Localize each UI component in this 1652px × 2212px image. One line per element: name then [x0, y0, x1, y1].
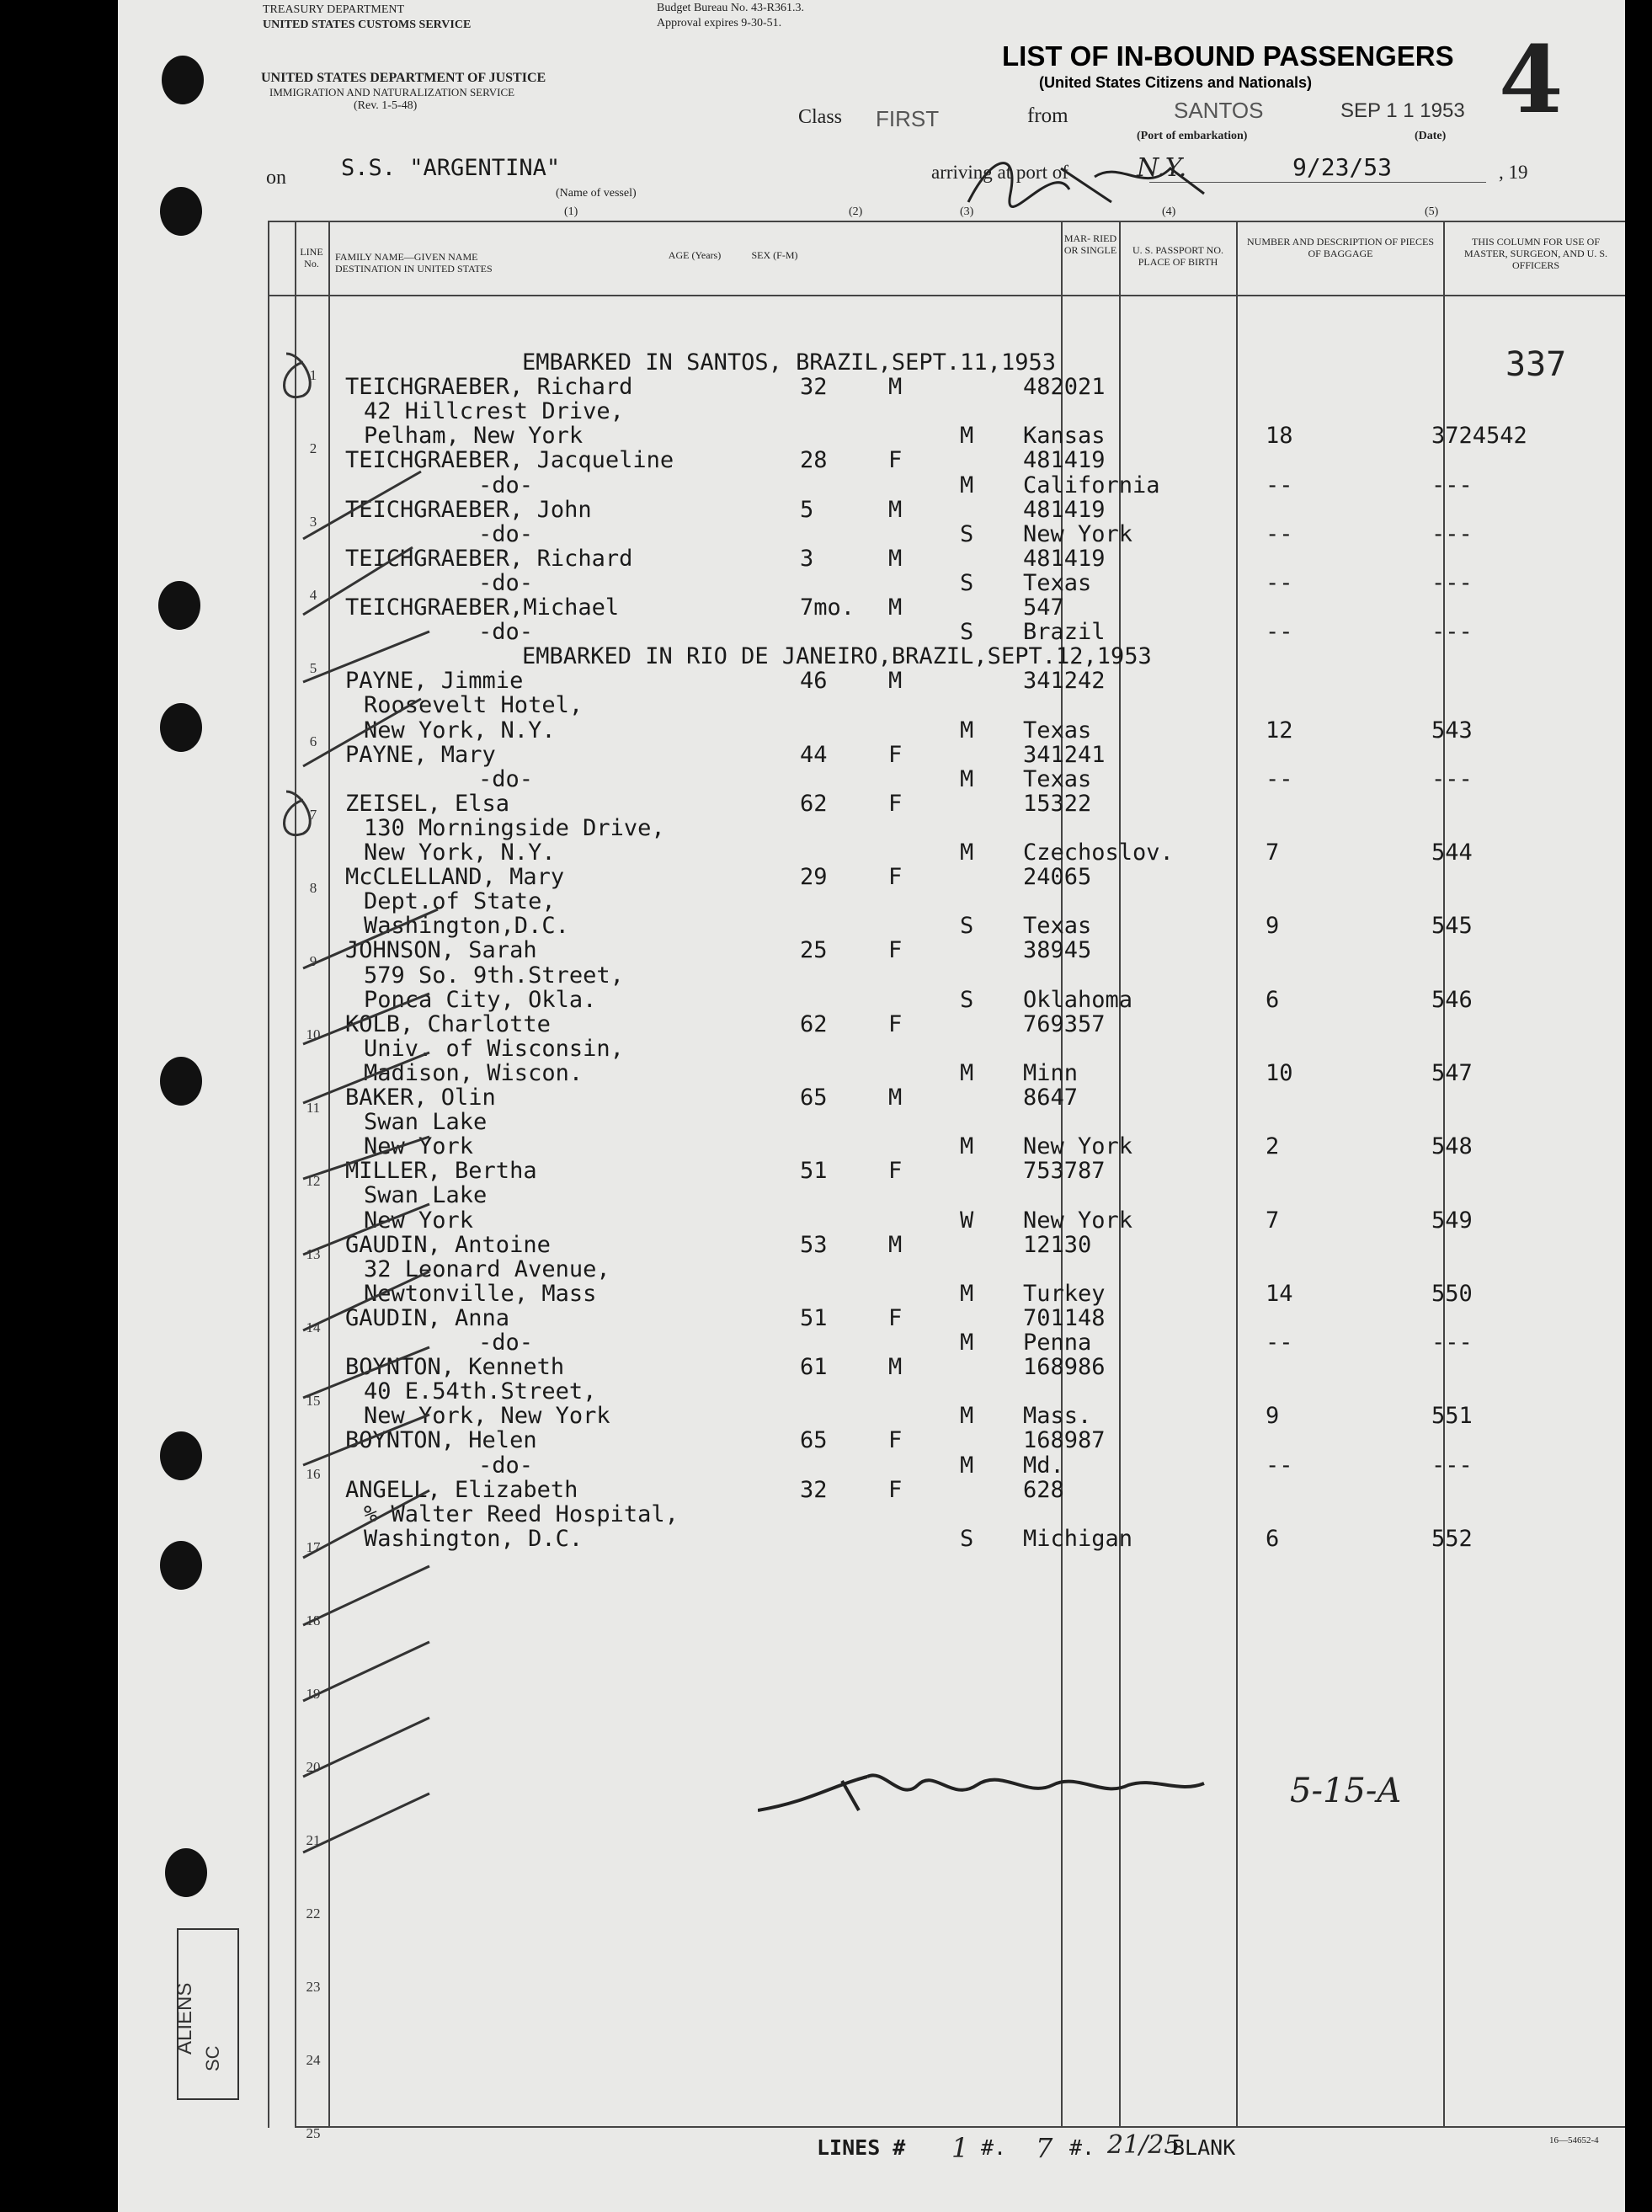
table-top-rule [268, 221, 1625, 222]
arrival-date: 9/23/53 [1292, 153, 1393, 181]
passenger-sex: F [888, 1476, 903, 1503]
officer-number: --- [1431, 569, 1473, 596]
footer-lines-label: LINES # [817, 2135, 906, 2160]
baggage-count: 9 [1266, 1403, 1280, 1430]
passenger-name: TEICHGRAEBER,Michael [345, 594, 620, 621]
baggage-count: 9 [1266, 913, 1280, 940]
arrival-port: N.Y. [1137, 153, 1187, 183]
vessel-name: S.S. "ARGENTINA" [341, 155, 561, 181]
passport-or-birthplace: Texas [1023, 913, 1092, 940]
officer-number: --- [1431, 1452, 1473, 1479]
passport-or-birthplace: 701148 [1023, 1304, 1106, 1331]
passport-or-birthplace: Oklahoma [1023, 986, 1133, 1013]
passenger-list-sheet [118, 0, 1625, 2212]
col-married: MAR- RIED OR SINGLE [1063, 232, 1117, 256]
col-baggage: NUMBER AND DESCRIPTION OF PIECES OF BAGGAGE [1246, 236, 1435, 259]
passenger-sex: M [888, 496, 903, 523]
line-number: 23 [306, 1979, 321, 1995]
officer-number: 548 [1431, 1133, 1473, 1160]
passport-or-birthplace: New York [1023, 520, 1133, 547]
binder-hole [165, 1848, 207, 1897]
officer-number: --- [1431, 765, 1473, 792]
footer-hash-2: #. [981, 2135, 1007, 2160]
passenger-age: 32 [800, 374, 828, 401]
marital-status: M [960, 1280, 974, 1307]
passport-or-birthplace: Mass. [1023, 1403, 1092, 1430]
line-number: 13 [306, 1246, 321, 1262]
baggage-count: 6 [1266, 1525, 1280, 1552]
passenger-name: Washington, D.C. [364, 1525, 584, 1552]
passenger-name: Newtonville, Mass [364, 1280, 597, 1307]
budget-line-2: Approval expires 9-30-51. [657, 17, 782, 29]
passenger-name: TEICHGRAEBER, Richard [345, 545, 633, 572]
baggage-count: 18 [1266, 423, 1293, 450]
baggage-count: -- [1266, 1452, 1293, 1479]
table-header-rule [268, 295, 1625, 296]
passport-or-birthplace: Turkey [1023, 1280, 1106, 1307]
binder-hole [160, 187, 202, 236]
passenger-name: Univ. of Wisconsin, [364, 1035, 624, 1062]
marital-status: M [960, 1403, 974, 1430]
footer-hash-3: #. [1069, 2135, 1095, 2160]
passenger-name: Ponca City, Okla. [364, 986, 597, 1013]
passenger-name: Swan Lake [364, 1182, 488, 1209]
line-number: 3 [309, 514, 317, 530]
marital-status: M [960, 1452, 974, 1479]
justice-line: UNITED STATES DEPARTMENT OF JUSTICE [261, 71, 546, 85]
passenger-age: 46 [800, 668, 828, 695]
officer-number: --- [1431, 472, 1473, 498]
passenger-name: BAKER, Olin [345, 1085, 496, 1111]
col-passport: U. S. PASSPORT NO. PLACE OF BIRTH [1132, 244, 1223, 268]
officer-number: 543 [1431, 717, 1473, 744]
baggage-count: 2 [1266, 1133, 1280, 1160]
marital-status: M [960, 717, 974, 744]
baggage-count: -- [1266, 1330, 1293, 1356]
passport-or-birthplace: 341241 [1023, 741, 1106, 768]
colnum-5: (5) [1425, 205, 1439, 218]
passenger-name: TEICHGRAEBER, Jacqueline [345, 447, 674, 474]
passport-or-birthplace: Penna [1023, 1330, 1092, 1356]
passenger-name: 32 Leonard Avenue, [364, 1255, 610, 1282]
col-sex: SEX (F-M) [751, 249, 798, 261]
passenger-name: PAYNE, Mary [345, 741, 496, 768]
passenger-name: GAUDIN, Antoine [345, 1231, 551, 1258]
binder-hole [160, 1057, 202, 1106]
officer-number: 551 [1431, 1403, 1473, 1430]
passenger-name: New York [364, 1133, 474, 1160]
passenger-sex: M [888, 668, 903, 695]
marital-status: M [960, 839, 974, 866]
marital-status: S [960, 1525, 974, 1552]
passenger-sex: F [888, 1304, 903, 1331]
passenger-name: TEICHGRAEBER, John [345, 496, 592, 523]
passport-or-birthplace: Michigan [1023, 1525, 1133, 1552]
passenger-name: New York, N.Y. [364, 717, 556, 744]
officer-number: --- [1431, 1330, 1473, 1356]
passenger-name: Swan Lake [364, 1109, 488, 1136]
officer-signature [758, 1751, 1532, 1827]
passenger-name: Dept.of State, [364, 888, 556, 915]
passenger-age: 3 [800, 545, 814, 572]
ins-line: IMMIGRATION AND NATURALIZATION SERVICE [269, 86, 515, 99]
rev-line: (Rev. 1-5-48) [354, 99, 418, 112]
passenger-sex: M [888, 545, 903, 572]
passenger-age: 62 [800, 790, 828, 817]
passport-or-birthplace: Czechoslov. [1023, 839, 1174, 866]
line-number: 7 [309, 807, 317, 823]
passenger-name: MILLER, Bertha [345, 1158, 537, 1185]
baggage-col-rule [1236, 221, 1238, 2128]
passenger-sex: M [888, 374, 903, 401]
colnum-3: (3) [960, 205, 974, 218]
passenger-name: -do- [478, 765, 534, 792]
budget-line-1: Budget Bureau No. 43-R361.3. [657, 2, 804, 14]
passenger-age: 25 [800, 937, 828, 964]
passport-or-birthplace: 8647 [1023, 1085, 1079, 1111]
colnum-2: (2) [849, 205, 863, 218]
line-number: 25 [306, 2125, 321, 2141]
footer-line-2: 7 [1036, 2132, 1053, 2164]
baggage-count: 7 [1266, 839, 1280, 866]
passenger-name: New York [364, 1207, 474, 1234]
passenger-sex: M [888, 1354, 903, 1381]
baggage-count: -- [1266, 569, 1293, 596]
passport-col-rule [1119, 221, 1121, 2128]
count-337: 337 [1505, 345, 1567, 384]
binder-hole [158, 581, 200, 630]
line-number: 17 [306, 1539, 321, 1555]
passenger-sex: F [888, 1010, 903, 1037]
baggage-count: 12 [1266, 717, 1293, 744]
passenger-age: 5 [800, 496, 814, 523]
passport-or-birthplace: Minn [1023, 1059, 1079, 1086]
passport-or-birthplace: New York [1023, 1133, 1133, 1160]
line-number: 22 [306, 1906, 321, 1922]
baggage-count: 14 [1266, 1280, 1293, 1307]
binder-hole [160, 1431, 202, 1480]
passenger-name: PAYNE, Jimmie [345, 668, 524, 695]
passenger-name: TEICHGRAEBER, Richard [345, 374, 633, 401]
passport-or-birthplace: 769357 [1023, 1010, 1106, 1037]
passenger-name: GAUDIN, Anna [345, 1304, 510, 1331]
passenger-age: 44 [800, 741, 828, 768]
line-number: 9 [309, 953, 317, 969]
passport-or-birthplace: 482021 [1023, 374, 1106, 401]
passport-or-birthplace: New York [1023, 1207, 1133, 1234]
passport-or-birthplace: Texas [1023, 717, 1092, 744]
footer-line-3: 21/25 [1107, 2130, 1180, 2160]
officer-number: 550 [1431, 1280, 1473, 1307]
footer-line-1: 1 [951, 2132, 969, 2164]
passenger-name: Roosevelt Hotel, [364, 692, 584, 719]
binder-hole [160, 1541, 202, 1590]
vessel-caption: (Name of vessel) [556, 187, 637, 200]
passenger-age: 32 [800, 1476, 828, 1503]
col-destination: DESTINATION IN UNITED STATES [335, 263, 493, 275]
passport-or-birthplace: California [1023, 472, 1160, 498]
page-number: 4 [1499, 25, 1564, 134]
passport-or-birthplace: 168987 [1023, 1427, 1106, 1454]
passport-or-birthplace: 481419 [1023, 447, 1106, 474]
line-number: 18 [306, 1612, 321, 1628]
passenger-sex: F [888, 447, 903, 474]
marital-status: W [960, 1207, 974, 1234]
colnum-4: (4) [1162, 205, 1176, 218]
port-embarkation: SANTOS [1174, 98, 1264, 123]
passport-or-birthplace: Md. [1023, 1452, 1064, 1479]
passport-or-birthplace: 481419 [1023, 545, 1106, 572]
passenger-name: -do- [478, 520, 534, 547]
passenger-name: BOYNTON, Kenneth [345, 1354, 565, 1381]
line-number: 19 [306, 1686, 321, 1702]
side-stamp: ALIENS [173, 1982, 196, 2055]
baggage-count: -- [1266, 472, 1293, 498]
passenger-age: 65 [800, 1427, 828, 1454]
line-number: 1 [309, 367, 317, 383]
passport-or-birthplace: Texas [1023, 765, 1092, 792]
officer-number: 545 [1431, 913, 1473, 940]
officers-col-rule [1443, 221, 1445, 2128]
from-label: from [1027, 104, 1068, 127]
binder-hole [162, 56, 204, 104]
port-caption: (Port of embarkation) [1137, 130, 1248, 142]
passenger-name: EMBARKED IN RIO DE JANEIRO,BRAZIL,SEPT.12,1953 [522, 643, 1152, 670]
passenger-name: BOYNTON, Helen [345, 1427, 537, 1454]
officer-number: 552 [1431, 1525, 1473, 1552]
class-label: Class [798, 106, 843, 128]
passport-or-birthplace: 38945 [1023, 937, 1092, 964]
marital-status: M [960, 1133, 974, 1160]
colnum-1: (1) [564, 205, 578, 218]
line-number: 16 [306, 1466, 321, 1482]
check-marks [269, 328, 472, 2097]
officer-number: 547 [1431, 1059, 1473, 1086]
baggage-count: 10 [1266, 1059, 1293, 1086]
date-caption: (Date) [1415, 130, 1447, 142]
marital-status: M [960, 765, 974, 792]
page-title: LIST OF IN-BOUND PASSENGERS [1002, 40, 1454, 72]
passport-or-birthplace: 628 [1023, 1476, 1064, 1503]
col-name: FAMILY NAME—GIVEN NAME [335, 251, 478, 263]
passenger-name: EMBARKED IN SANTOS, BRAZIL,SEPT.11,1953 [522, 349, 1056, 376]
passenger-age: 29 [800, 864, 828, 891]
passenger-name: -do- [478, 1330, 534, 1356]
passenger-name: ANGELL, Elizabeth [345, 1476, 578, 1503]
passenger-sex: M [888, 1085, 903, 1111]
year-label: , 19 [1499, 162, 1528, 183]
passenger-age: 65 [800, 1085, 828, 1111]
class-value: FIRST [876, 106, 940, 131]
passenger-name: Madison, Wiscon. [364, 1059, 584, 1086]
line-number: 11 [306, 1100, 321, 1116]
passenger-age: 28 [800, 447, 828, 474]
passenger-sex: M [888, 594, 903, 621]
passenger-sex: F [888, 1427, 903, 1454]
passport-or-birthplace: 481419 [1023, 496, 1106, 523]
officer-number: --- [1431, 520, 1473, 547]
line-number: 24 [306, 2052, 321, 2068]
marital-status: S [960, 619, 974, 646]
passenger-name: 42 Hillcrest Drive, [364, 398, 624, 425]
arrival-signature [960, 143, 1212, 219]
passenger-age: 7mo. [800, 594, 855, 621]
baggage-count: 7 [1266, 1207, 1280, 1234]
baggage-count: 6 [1266, 986, 1280, 1013]
col-line-no: LINE No. [300, 246, 323, 269]
passenger-name: 579 So. 9th.Street, [364, 962, 624, 989]
line-number: 12 [306, 1173, 321, 1189]
passport-or-birthplace: 168986 [1023, 1354, 1106, 1381]
table-bottom-rule [295, 2126, 1625, 2128]
passenger-age: 62 [800, 1010, 828, 1037]
line-number: 6 [309, 733, 317, 749]
line-number: 21 [306, 1832, 321, 1848]
passenger-name: Pelham, New York [364, 423, 584, 450]
marital-status: S [960, 569, 974, 596]
passenger-age: 53 [800, 1231, 828, 1258]
passenger-name: New York, New York [364, 1403, 610, 1430]
passenger-sex: F [888, 1158, 903, 1185]
officer-number: 549 [1431, 1207, 1473, 1234]
passenger-age: 51 [800, 1158, 828, 1185]
col-officers: THIS COLUMN FOR USE OF MASTER, SURGEON, AND U. S. OFFICERS [1463, 236, 1608, 271]
baggage-count: -- [1266, 765, 1293, 792]
passport-or-birthplace: Kansas [1023, 423, 1106, 450]
line-number: 4 [309, 587, 317, 603]
passenger-name: -do- [478, 569, 534, 596]
passenger-sex: F [888, 790, 903, 817]
passport-or-birthplace: 341242 [1023, 668, 1106, 695]
passenger-name: KOLB, Charlotte [345, 1010, 551, 1037]
passenger-name: % Walter Reed Hospital, [364, 1500, 679, 1527]
line-number: 5 [309, 660, 317, 676]
passenger-name: Washington,D.C. [364, 913, 569, 940]
passenger-age: 61 [800, 1354, 828, 1381]
passport-or-birthplace: 753787 [1023, 1158, 1106, 1185]
passenger-sex: F [888, 741, 903, 768]
form-number: 16—54652-4 [1549, 2135, 1599, 2145]
officer-number: 546 [1431, 986, 1473, 1013]
line-number: 8 [309, 880, 317, 896]
passenger-name: McCLELLAND, Mary [345, 864, 565, 891]
arriving-label: arriving at port of [931, 162, 1068, 183]
on-label: on [266, 167, 286, 189]
marital-status: S [960, 986, 974, 1013]
page-subtitle: (United States Citizens and Nationals) [1039, 74, 1313, 91]
passport-or-birthplace: 12130 [1023, 1231, 1092, 1258]
officer-number: --- [1431, 619, 1473, 646]
officer-number: 544 [1431, 839, 1473, 866]
passenger-name: ZEISEL, Elsa [345, 790, 510, 817]
passenger-name: -do- [478, 472, 534, 498]
passport-or-birthplace: 547 [1023, 594, 1064, 621]
passenger-name: 130 Morningside Drive, [364, 814, 665, 841]
passenger-name: 40 E.54th.Street, [364, 1378, 597, 1405]
side-stamp-2: SC [202, 2045, 223, 2071]
marital-status: S [960, 913, 974, 940]
col-age: AGE (Years) [668, 249, 722, 261]
passenger-name: -do- [478, 619, 534, 646]
date-stamp: SEP 1 1 1953 [1340, 99, 1465, 122]
marital-status: M [960, 1330, 974, 1356]
passport-or-birthplace: 24065 [1023, 864, 1092, 891]
passenger-name: New York, N.Y. [364, 839, 556, 866]
passenger-sex: F [888, 937, 903, 964]
line-number: 2 [309, 440, 317, 456]
baggage-count: -- [1266, 520, 1293, 547]
passenger-sex: F [888, 864, 903, 891]
passport-or-birthplace: 15322 [1023, 790, 1092, 817]
footer-blank: BLANK [1172, 2135, 1236, 2160]
line-number: 10 [306, 1026, 321, 1042]
line-number: 14 [306, 1319, 321, 1335]
passenger-sex: M [888, 1231, 903, 1258]
line-number: 15 [306, 1393, 321, 1409]
passport-or-birthplace: Brazil [1023, 619, 1106, 646]
marital-status: M [960, 1059, 974, 1086]
marital-status: S [960, 520, 974, 547]
passenger-age: 51 [800, 1304, 828, 1331]
officer-number: 3724542 [1431, 423, 1527, 450]
treasury-line: TREASURY DEPARTMENT [263, 3, 405, 16]
marital-status: M [960, 423, 974, 450]
customs-line: UNITED STATES CUSTOMS SERVICE [263, 19, 472, 31]
initials: 5-15-A [1290, 1772, 1402, 1810]
binder-hole [160, 703, 202, 752]
baggage-count: -- [1266, 619, 1293, 646]
line-number: 20 [306, 1759, 321, 1775]
marital-status: M [960, 472, 974, 498]
passenger-name: JOHNSON, Sarah [345, 937, 537, 964]
passport-or-birthplace: Texas [1023, 569, 1092, 596]
passenger-name: -do- [478, 1452, 534, 1479]
